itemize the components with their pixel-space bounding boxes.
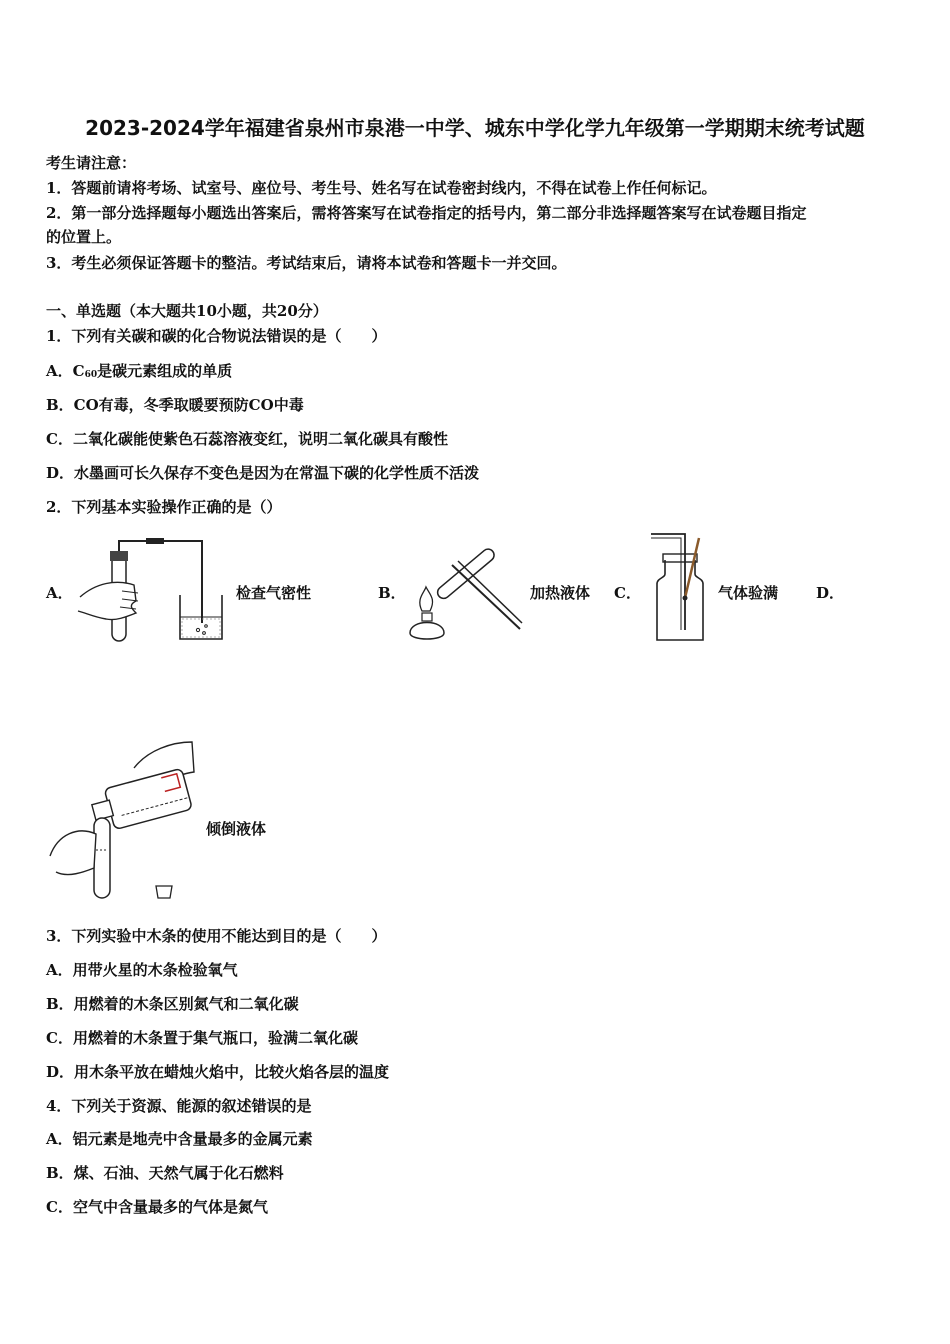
q1-option-a	[46, 361, 232, 385]
q1-option-a-text: 是碳元素组成的单质	[97, 362, 233, 380]
notice-heading: 考生请注意：	[46, 154, 137, 172]
q3-option-b: B．用燃着的木条区别氮气和二氧化碳	[46, 995, 299, 1013]
q1-option-a-prefix: A．C	[46, 362, 85, 380]
q4-option-b: B．煤、石油、天然气属于化石燃料	[46, 1164, 284, 1182]
q2-option-d-caption: 倾倒液体	[206, 820, 267, 838]
q1-option-a-subscript: 60	[84, 370, 98, 380]
notice-item-1: 1．答题前请将考场、试室号、座位号、考生号、姓名写在试卷密封线内，不得在试卷上作任何标记。	[46, 179, 717, 197]
heating-liquid-figure	[402, 537, 524, 645]
section-heading: 一、单选题（本大题共10小题，共20分）	[46, 302, 328, 320]
q2-option-a-caption: 检查气密性	[236, 584, 312, 602]
q3-option-d: D．用木条平放在蜡烛火焰中，比较火焰各层的温度	[46, 1063, 390, 1081]
q2-stem: 2．下列基本实验操作正确的是（）	[46, 498, 282, 516]
q4-stem: 4．下列关于资源、能源的叙述错误的是	[46, 1097, 312, 1115]
q1-option-b: B．CO有毒，冬季取暖要预防CO中毒	[46, 396, 304, 414]
q2-option-a-label: A．	[46, 584, 73, 602]
pouring-liquid-figure	[48, 738, 198, 903]
exam-title: 2023-2024学年福建省泉州市泉港一中学、城东中学化学九年级第一学期期末统考试题	[85, 116, 865, 140]
gas-full-test-figure	[645, 530, 715, 644]
q3-option-a: A．用带火星的木条检验氧气	[46, 961, 238, 979]
q4-option-c: C．空气中含量最多的气体是氮气	[46, 1198, 268, 1216]
q2-option-c-caption: 气体验满	[718, 584, 779, 602]
q1-option-d: D．水墨画可长久保存不变色是因为在常温下碳的化学性质不活泼	[46, 464, 480, 482]
q3-stem: 3．下列实验中木条的使用不能达到目的是（ ）	[46, 927, 387, 945]
q2-option-b-caption: 加热液体	[530, 584, 591, 602]
q1-option-c: C．二氧化碳能使紫色石蕊溶液变红，说明二氧化碳具有酸性	[46, 430, 448, 448]
notice-item-3: 3．考生必须保证答题卡的整洁。考试结束后，请将本试卷和答题卡一并交回。	[46, 254, 567, 272]
q4-option-a: A．铝元素是地壳中含量最多的金属元素	[46, 1130, 313, 1148]
notice-item-2-cont: 的位置上。	[46, 228, 122, 246]
q1-stem: 1．下列有关碳和碳的化合物说法错误的是（ ）	[46, 327, 387, 345]
q2-option-d-label: D．	[816, 584, 845, 602]
q2-option-c-label: C．	[614, 584, 641, 602]
airtight-check-figure	[76, 535, 226, 645]
q2-option-b-label: B．	[378, 584, 406, 602]
notice-item-2: 2．第一部分选择题每小题选出答案后，需将答案写在试卷指定的括号内，第二部分非选择题答案写在试卷题目指定	[46, 204, 807, 222]
q3-option-c: C．用燃着的木条置于集气瓶口，验满二氧化碳	[46, 1029, 358, 1047]
